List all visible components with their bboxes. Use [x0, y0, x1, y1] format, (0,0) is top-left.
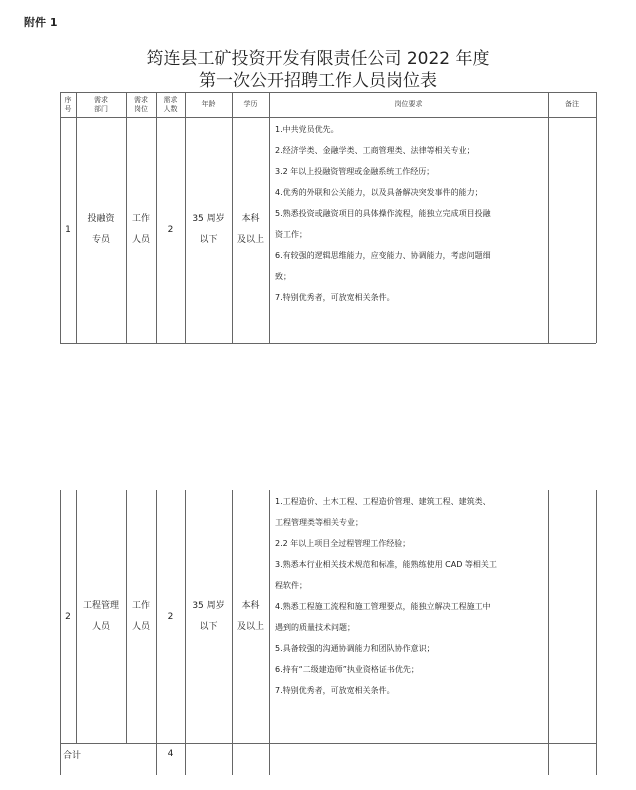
total-count: 4: [167, 749, 174, 759]
document-subtitle: 第一次公开招聘工作人员岗位表: [199, 71, 437, 91]
row1-education: 本科 及以上: [236, 214, 264, 245]
header-count: 需求 人数: [163, 95, 178, 113]
document-title: 筠连县工矿投资开发有限责任公司 2022 年度: [146, 49, 490, 69]
header-dept: 需求 部门: [94, 95, 108, 113]
header-seq: 序 号: [64, 95, 72, 113]
row2-seq: 2: [65, 611, 71, 622]
total-label: 合计: [63, 750, 82, 761]
row1-count: 2: [167, 225, 174, 235]
row2-requirements: 1.工程造价、土木工程、工程造价管理、建筑工程、建筑类、 工程管理类等相关专业； 2.2 年以上项目全过程管理工作经验； 3.熟悉本行业相关技术规范和标准，能熟练使用 CAD 等相关工 程软件； 4.熟悉工程施工流程和施工管理要点，能独立解决工程施工中 遇到的质量技术问题； 5.具备较强的沟通协调能力和团队协作意识； 6.持有“二级建造师”执业资格证书优先； 7.特别优秀者，可放宽相关条件。: [275, 497, 497, 695]
row1-post: 工作 人员: [131, 214, 150, 245]
row1-age: 35 周岁 以下: [192, 214, 225, 245]
header-education: 学历: [243, 100, 258, 108]
header-notes: 备注: [565, 100, 579, 108]
row2-post: 工作 人员: [131, 600, 150, 632]
row2-age: 35 周岁 以下: [192, 600, 225, 632]
attachment-label: 附件 1: [24, 16, 58, 29]
row2-count: 2: [167, 611, 174, 622]
header-age: 年龄: [201, 100, 216, 108]
row2-education: 本科 及以上: [236, 600, 264, 632]
header-requirements: 岗位要求: [394, 100, 423, 108]
row1-dept: 投融资 专员: [87, 214, 115, 245]
header-post: 需求 岗位: [134, 95, 148, 113]
row2-dept: 工程管理 人员: [82, 600, 119, 632]
row1-requirements: 1.中共党员优先。 2.经济学类、金融学类、工商管理类、法律等相关专业； 3.2 年以上投融资管理或金融系统工作经历； 4.优秀的外联和公关能力，以及具备解决突发事件的能力； 5.熟悉投资或融资项目的具体操作流程，能独立完成项目投融 资工作； 6.有较强的逻辑思维能力，应变能力、协调能力，考虑问题细 致； 7.特别优秀者，可放宽相关条件。: [275, 125, 491, 302]
row1-seq: 1: [65, 225, 71, 235]
